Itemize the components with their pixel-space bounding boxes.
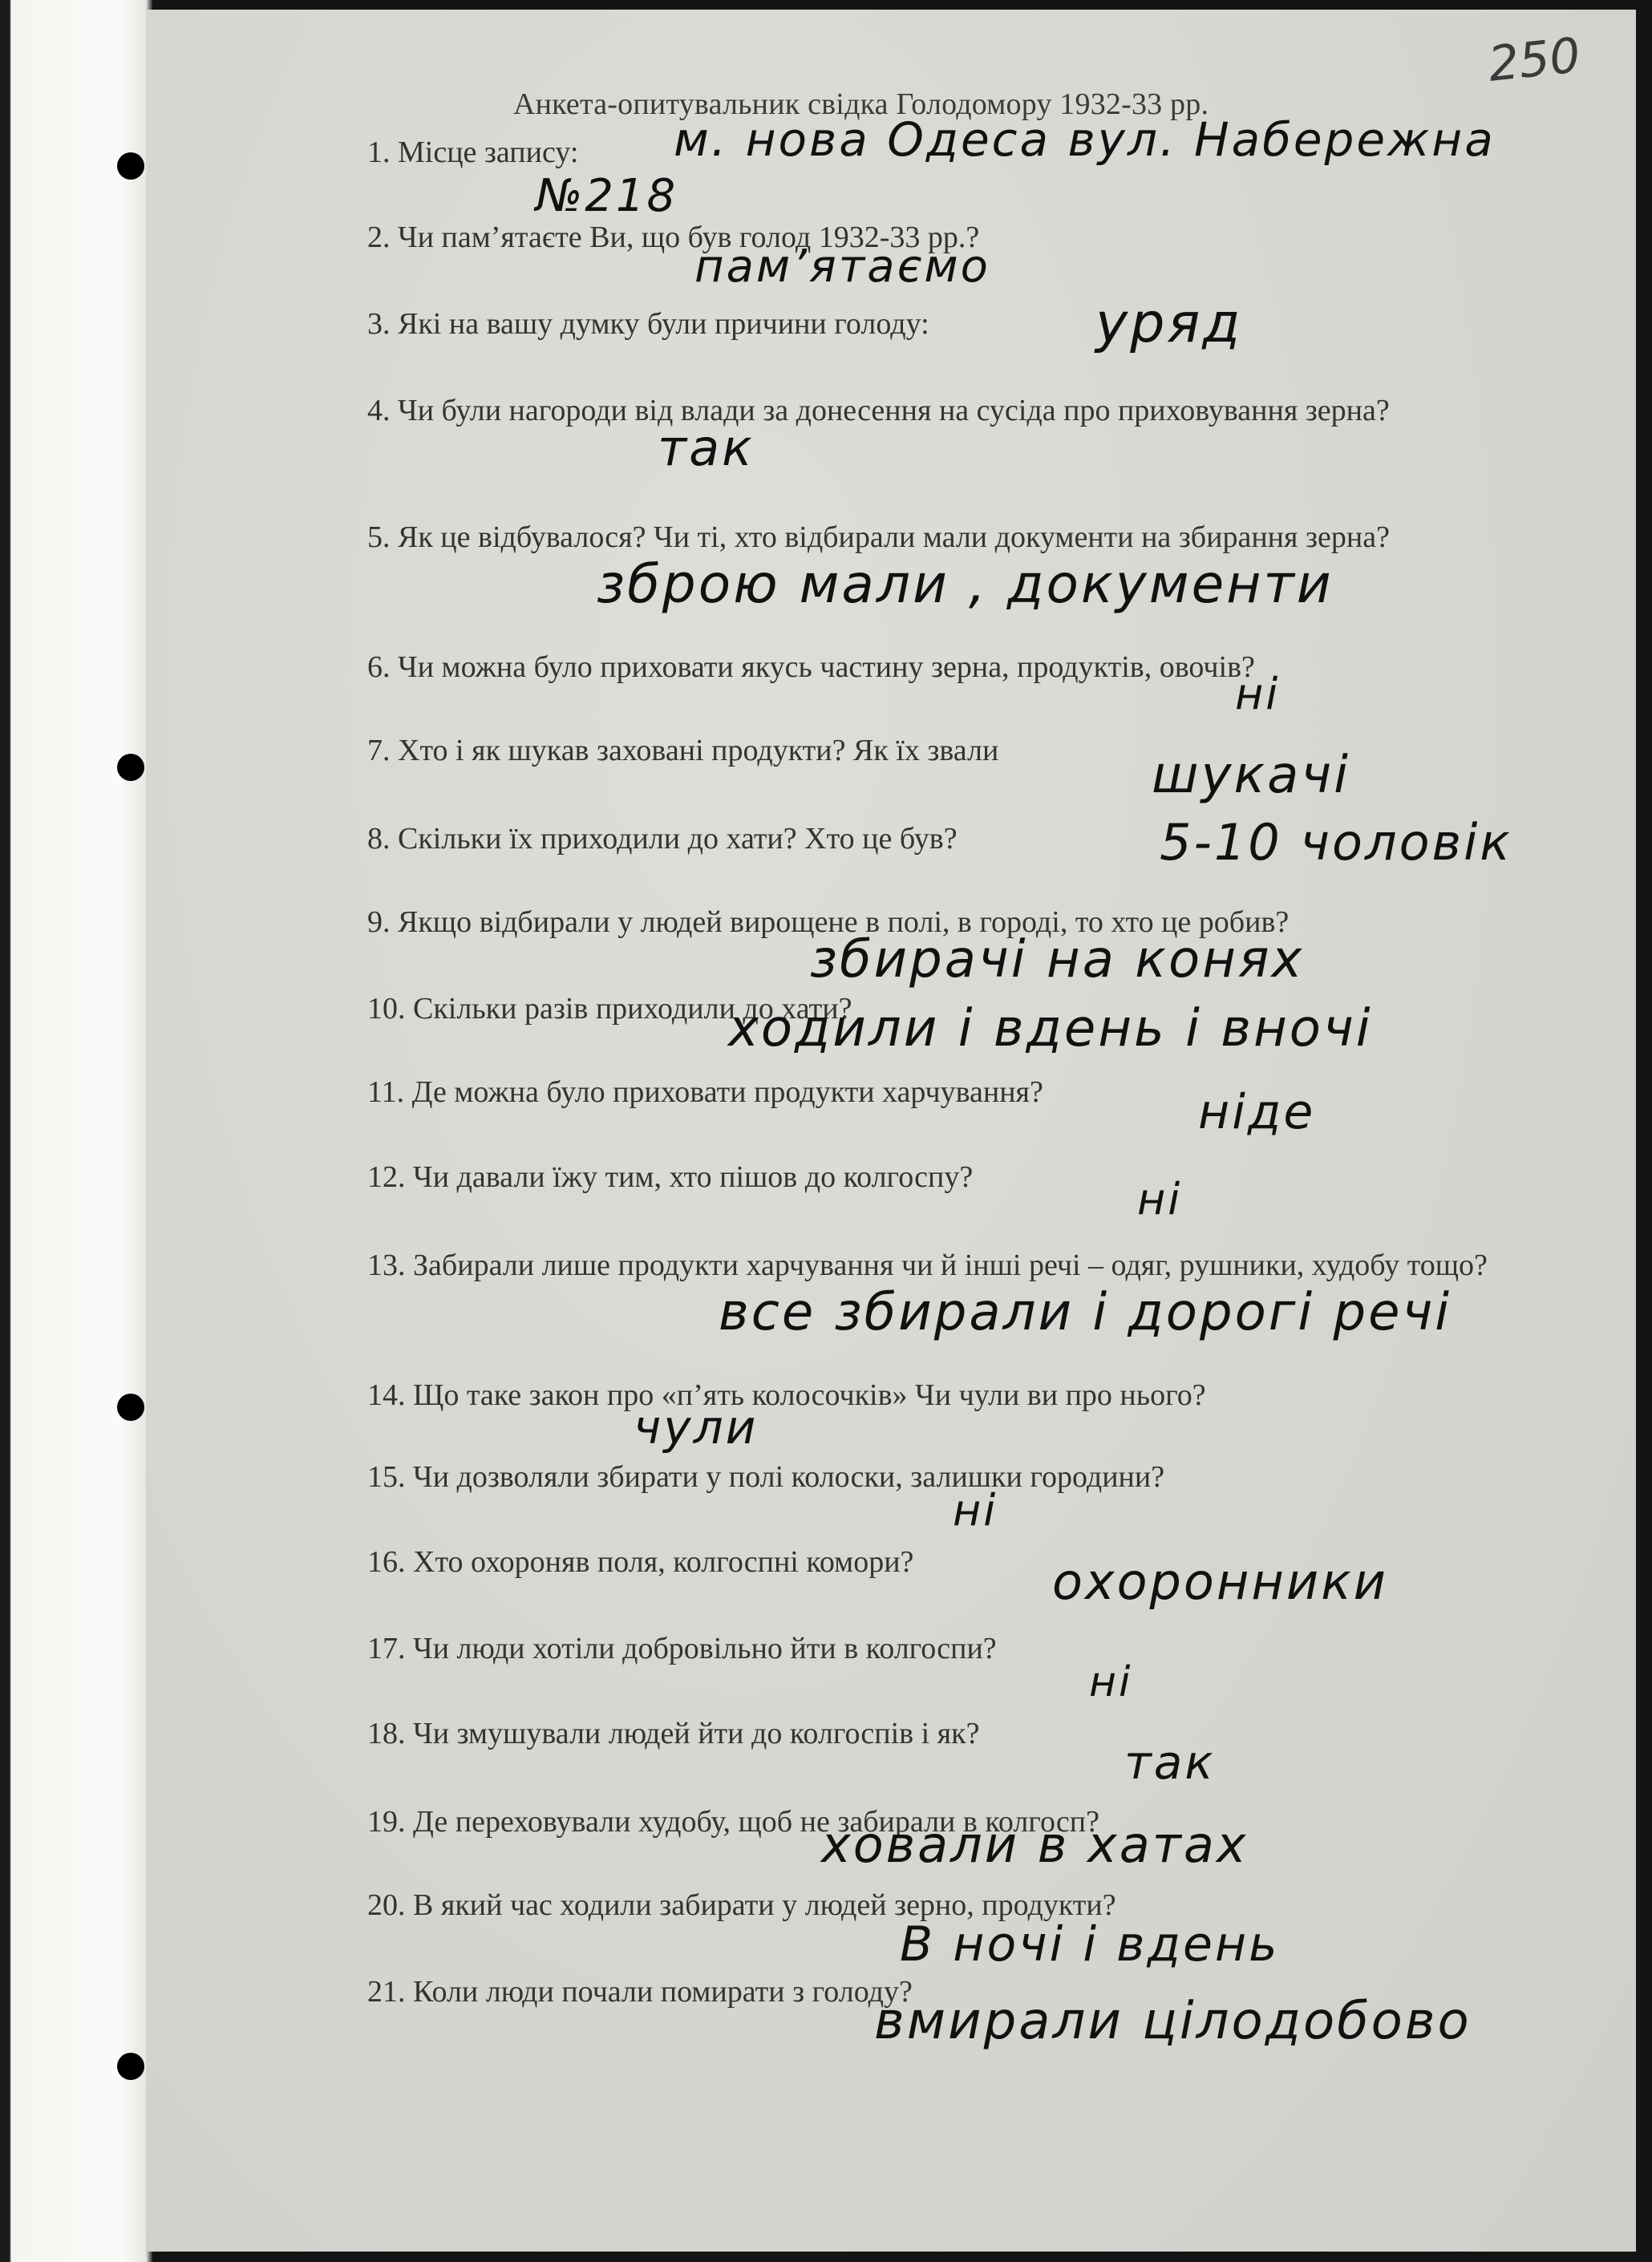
answer-1: м. нова Одеса вул. Набережна (674, 112, 1496, 167)
answer-3: уряд (1095, 292, 1243, 355)
punch-hole (117, 754, 144, 781)
answer-5: зброю мали , документи (597, 553, 1334, 615)
question-11: 11. Де можна було приховати продукти харчування? (367, 1075, 1043, 1109)
question-21: 21. Коли люди почали помирати з голоду? (367, 1975, 913, 2009)
answer-7: шукачі (1152, 746, 1350, 805)
answer-21: вмирали цілодобово (874, 1992, 1472, 2051)
answer-8: 5-10 чоловік (1160, 813, 1512, 872)
question-18: 18. Чи змушували людей йти до колгоспів і як? (367, 1717, 980, 1750)
answer-2: пам’ятаємо (694, 241, 990, 293)
answer-1-extra: №218 (536, 170, 678, 222)
answer-20: В ночі і вдень (900, 1916, 1280, 1973)
answer-17: ні (1089, 1658, 1133, 1706)
answer-15: ні (953, 1485, 998, 1536)
answer-12: ні (1137, 1174, 1183, 1224)
question-13: 13. Забирали лише продукти харчування чи й інші речі – одяг, рушники, худобу тощо? (367, 1248, 1488, 1282)
question-20: 20. В який час ходили забирати у людей зерно, продукти? (367, 1888, 1116, 1922)
question-15: 15. Чи дозволяли збирати у полі колоски, залишки городини? (367, 1460, 1165, 1494)
question-19: 19. Де переховували худобу, щоб не забирали в колгосп? (367, 1805, 1099, 1839)
question-12: 12. Чи давали їжу тим, хто пішов до колгоспу? (367, 1160, 974, 1194)
question-3: 3. Які на вашу думку були причини голоду: (367, 307, 929, 341)
document-title: Анкета-опитувальник свідка Голодомору 1932-33 рр. (513, 87, 1209, 121)
answer-14: чули (634, 1400, 759, 1455)
punch-hole (117, 152, 144, 180)
question-9: 9. Якщо відбирали у людей вирощене в полі, в городі, то хто це робив? (367, 905, 1290, 939)
page-number: 250 (1485, 27, 1583, 93)
question-16: 16. Хто охороняв поля, колгоспні комори? (367, 1545, 914, 1579)
punch-hole (117, 2053, 144, 2080)
question-14: 14. Що таке закон про «п’ять колосочків» Чи чули ви про нього? (367, 1378, 1206, 1412)
answer-4: так (658, 419, 755, 477)
binder-strip (0, 0, 152, 2262)
question-8: 8. Скільки їх приходили до хати? Хто це був? (367, 822, 958, 856)
question-2: 2. Чи пам’ятаєте Ви, що був голод 1932-33 рр.? (367, 221, 980, 254)
question-7: 7. Хто і як шукав заховані продукти? Як їх звали (367, 734, 999, 767)
question-4: 4. Чи були нагороди від влади за донесення на сусіда про приховування зерна? (367, 394, 1390, 427)
punch-hole (117, 1394, 144, 1421)
question-10: 10. Скільки разів приходили до хати? (367, 992, 852, 1026)
question-17: 17. Чи люди хотіли добровільно йти в колгоспи? (367, 1632, 997, 1665)
answer-10: ходили і вдень і вночі (728, 999, 1373, 1058)
answer-6: ні (1235, 669, 1281, 719)
answer-13: все збирали і дорогі речі (719, 1283, 1452, 1342)
answer-19: ховали в хатах (821, 1815, 1249, 1874)
question-5: 5. Як це відбувалося? Чи ті, хто відбирали мали документи на збирання зерна? (367, 520, 1390, 554)
answer-11: ніде (1198, 1084, 1316, 1140)
answer-9: збирачі на конях (810, 930, 1305, 989)
question-6: 6. Чи можна було приховати якусь частину зерна, продуктів, овочів? (367, 650, 1255, 684)
answer-16: охоронники (1052, 1552, 1388, 1611)
answer-18: так (1124, 1735, 1216, 1790)
question-1: 1. Місце запису: (367, 136, 579, 169)
